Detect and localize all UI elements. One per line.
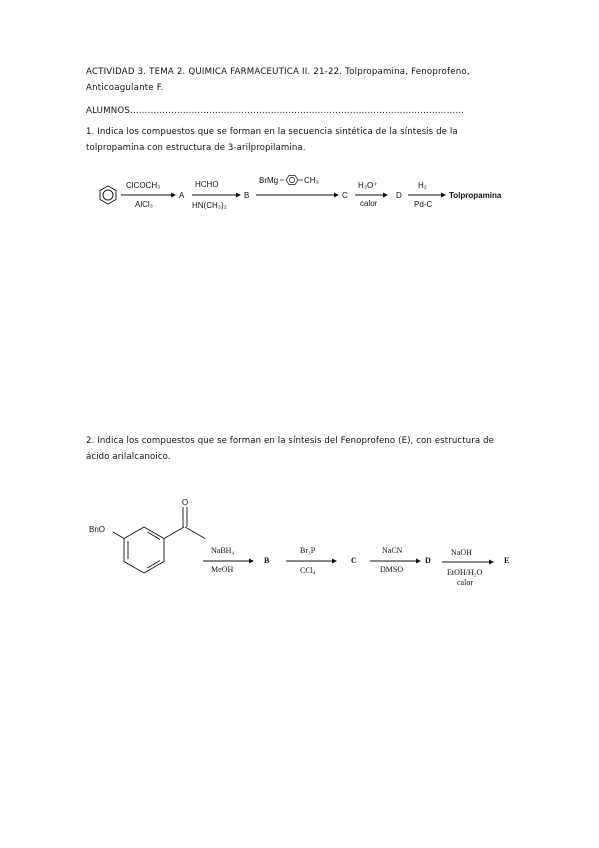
s1-compound-B: B [244,191,250,200]
s1-compound-A: A [179,191,185,200]
benzene-ring-icon [100,186,116,204]
s2-carbonyl-oxygen: O [182,498,189,507]
students-line: ALUMNOS…………………………………………………………………………………………………… [86,106,465,116]
s1-reagent-3-prefix: BrMg [259,176,279,185]
s2-reagent-2-top: Br₃P [300,546,316,555]
s2-reagent-1-top: NaBH₄ [211,546,235,555]
s2-arrow-1 [203,559,254,564]
s2-reagent-3-bottom: DMSO [380,565,404,574]
s2-reagent-3-top: NaCN [382,546,403,555]
s2-arrow-4 [442,560,494,565]
s1-compound-C: C [342,191,348,200]
s2-reagent-2-bottom: CCl₄ [300,566,316,575]
s2-reagent-1-bottom: MeOH [211,565,234,574]
s2-compound-D: D [425,556,431,565]
s2-reagent-4-top: NaOH [451,548,472,557]
benzyloxy-acetophenone-structure [113,507,205,573]
s1-reagent-2-bottom: HN(CH₃)₂ [192,201,227,210]
header-subtitle: Anticoagulante F. [86,83,164,93]
s2-arrow-2 [286,559,337,564]
s2-reagent-4-bottom: EtOH/H₂O [447,568,483,577]
arrow-5 [408,193,446,198]
arrow-4 [355,193,388,198]
s1-reagent-5-bottom: Pd-C [414,200,433,209]
s2-compound-C: C [351,556,357,565]
s2-benzyloxy-label: BnO [89,525,106,534]
s1-compound-D: D [396,191,402,200]
s1-reagent-4-top: H₃O⁺ [358,181,378,190]
question-2-text: 2. Indica los compuestos que se forman en la síntesis del Fenoprofeno (E), con estructura de ácido arilalcanoico. [86,436,494,462]
s1-reagent-2-top: HCHO [195,180,219,189]
s2-compound-B: B [264,556,270,565]
s1-reagent-3-suffix: CH₃ [304,176,319,185]
arrow-2 [192,193,241,198]
s1-product-tolpropamina: Tolpropamina [449,191,502,200]
header-title: ACTIVIDAD 3. TEMA 2. QUIMICA FARMACEUTICA II. 21-22. Tolpropamina, Fenoprofeno, [86,67,470,77]
s1-reagent-4-bottom: calor [360,199,378,208]
s2-reagent-4-bottom-2: calor [457,578,473,587]
toluene-ring-icon [280,176,303,185]
s1-reagent-5-top: H₂ [418,181,427,190]
question-1-text: 1. Indica los compuestos que se forman en la secuencia sintética de la síntesis de la tolpropamina con estructura de 3-arilpropilamina. [86,127,458,153]
s1-reagent-1-top: ClCOCH₃ [126,181,161,190]
arrow-3 [256,193,339,198]
s2-arrow-3 [370,559,421,564]
arrow-1 [121,193,176,198]
s2-compound-E: E [504,556,510,565]
s1-reagent-1-bottom: AlCl₃ [135,200,153,209]
